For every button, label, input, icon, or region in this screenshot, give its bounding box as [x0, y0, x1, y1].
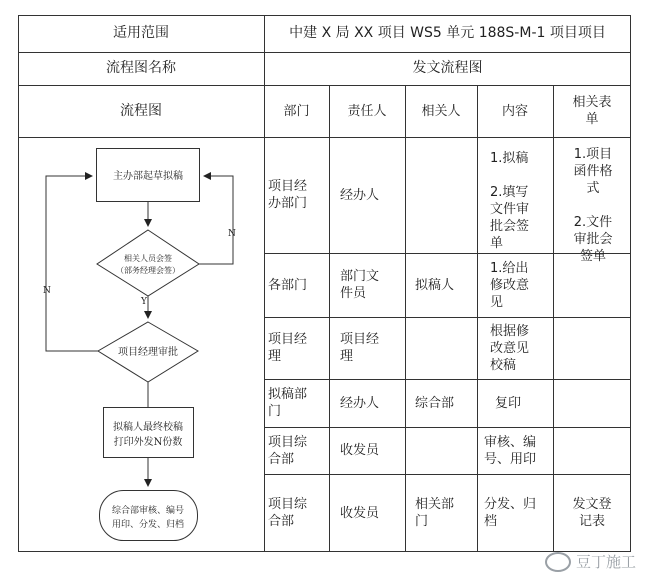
scope-value: 中建 X 局 XX 项目 WS5 单元 188S-M-1 项目项目	[289, 25, 606, 41]
flowchart-name-label: 流程图名称	[106, 60, 176, 76]
row5-dept: 项目综 合部	[268, 434, 308, 467]
flow-decision-countersign-line1: 相关人员会签	[124, 254, 172, 263]
col-content: 内容	[501, 103, 528, 119]
flow-step-final-proof-line1: 拟稿人最终校稿	[113, 422, 183, 433]
row6-forms: 发文登 记表	[572, 497, 612, 529]
row4-content: 复印	[495, 395, 522, 411]
scope-label: 适用范围	[113, 25, 169, 41]
col-responsible: 责任人	[347, 103, 387, 119]
flow-loop-right	[199, 176, 233, 264]
row3-responsible: 项目经 理	[340, 332, 380, 364]
row6-content: 分发、归 档	[484, 497, 537, 529]
wechat-icon	[545, 552, 571, 572]
flow-decision-approval-text: 项目经理审批	[118, 347, 178, 358]
flow-end-line2: 用印、分发、归档	[111, 520, 185, 530]
row5-content: 审核、编 号、用印	[484, 434, 537, 467]
row1-responsible: 经办人	[340, 187, 380, 203]
row4-responsible: 经办人	[340, 395, 380, 411]
watermark-text: 豆丁施工	[575, 553, 636, 571]
flow-step-draft-text: 主办部起草拟稿	[113, 171, 183, 182]
col-dept: 部门	[283, 103, 310, 119]
row2-responsible: 部门文 件员	[340, 269, 380, 301]
row4-related: 综合部	[415, 395, 455, 411]
row6-related: 相关部 门	[415, 497, 455, 529]
col-related: 相关人	[421, 103, 461, 119]
col-flowchart: 流程图	[120, 102, 162, 119]
row2-dept: 各部门	[268, 277, 308, 293]
flow-label-n-left: N	[43, 286, 51, 296]
flow-label-y: Y	[141, 297, 147, 307]
flow-decision-countersign	[97, 230, 199, 296]
flow-loop-left	[46, 176, 98, 351]
row3-content: 根据修 改意见 校稿	[490, 323, 530, 373]
flow-step-final-proof-line2: 打印外发N份数	[113, 437, 183, 448]
flow-end-line1: 综合部审核、编号	[111, 506, 185, 516]
row6-responsible: 收发员	[340, 505, 380, 521]
flow-decision-countersign-line2: （部务经理会签）	[116, 266, 180, 275]
row4-dept: 拟稿部 门	[268, 387, 308, 419]
row1-forms: 1.项目 函件格 式 2.文件 审批会 签单	[573, 147, 613, 264]
row2-content: 1.给出 修改意 见	[490, 260, 530, 310]
watermark	[545, 551, 636, 572]
flowchart-name-value: 发文流程图	[412, 60, 483, 76]
row3-dept: 项目经 理	[268, 332, 308, 364]
row6-dept: 项目综 合部	[268, 497, 308, 529]
row5-responsible: 收发员	[340, 443, 380, 458]
col-forms: 相关表 单	[572, 95, 612, 127]
row1-dept: 项目经 办部门	[268, 179, 308, 211]
row1-content: 1.拟稿 2.填写 文件审 批会签 单	[490, 151, 530, 251]
flow-label-n-right: N	[228, 229, 236, 239]
row2-related: 拟稿人	[415, 277, 455, 293]
